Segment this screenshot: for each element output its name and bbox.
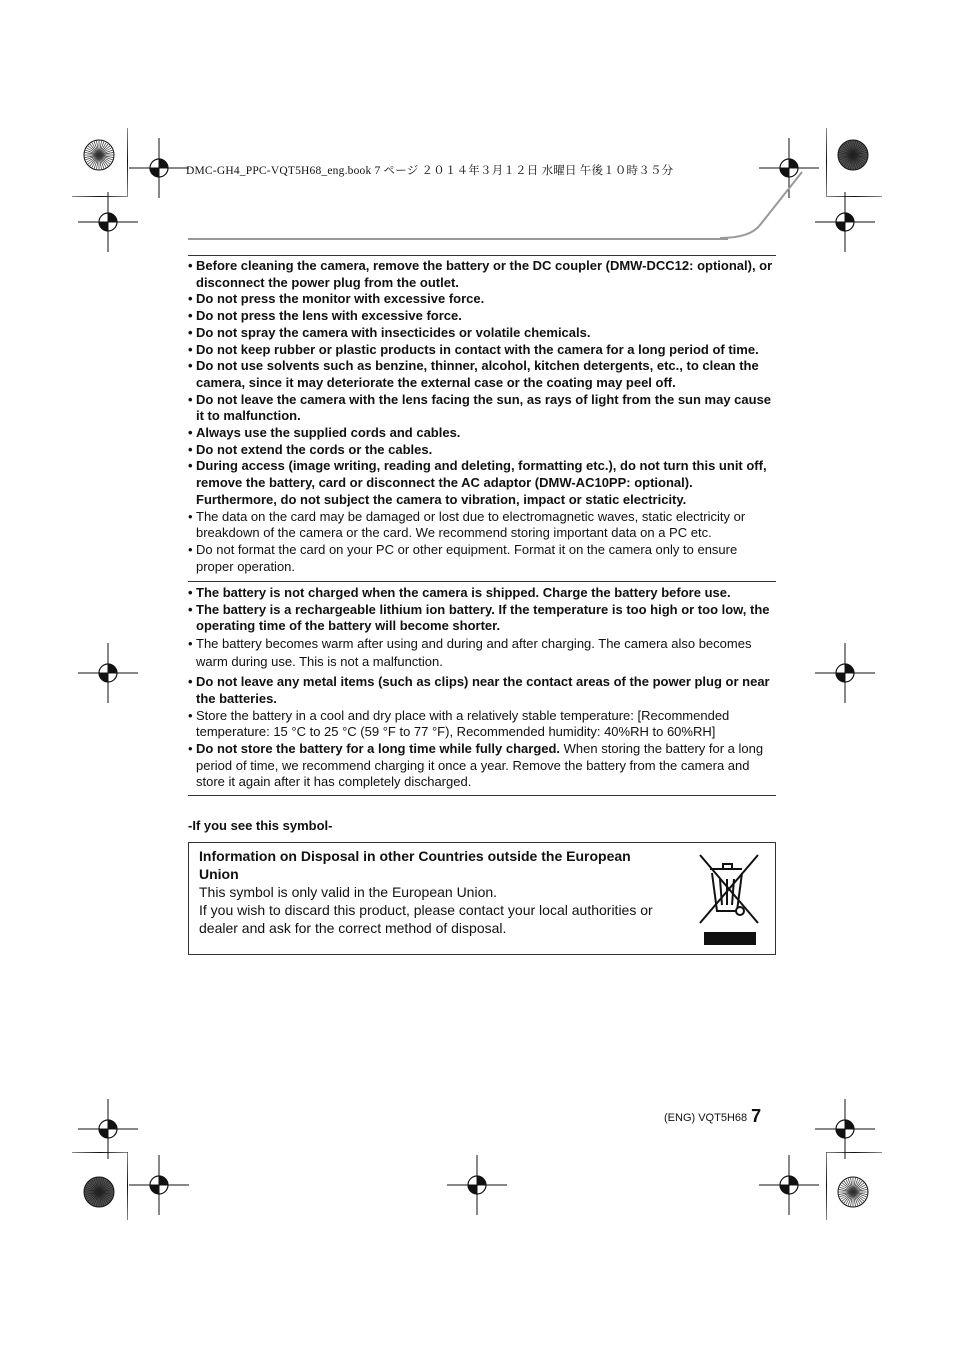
- crosshair-mark-icon: [129, 138, 189, 198]
- crop-line: [826, 1152, 827, 1220]
- crosshair-mark-icon: [78, 1099, 138, 1159]
- section-rule-bottom: [188, 795, 776, 796]
- battery-note: • The battery becomes warm after using and during and after charging. The camera also becomes warm during use. This is not a malfunction.: [188, 636, 752, 670]
- list-item: • Do not spray the camera with insecticides or volatile chemicals.: [188, 324, 591, 340]
- crosshair-mark-icon: [815, 643, 875, 703]
- battery-section: [188, 585, 776, 791]
- bold-bullet-list: [188, 258, 776, 509]
- symbol-heading: -If you see this symbol-: [188, 818, 333, 833]
- normal-bullet-list: [188, 509, 776, 576]
- battery-note: • Do not store the battery for a long time while fully charged. When storing the battery for a long period of time, we recommend charging it once a year. Remove the battery from the camera and store it again after it has completely discharged.: [188, 740, 764, 790]
- crop-line: [72, 196, 128, 197]
- list-item: • Always use the supplied cords and cables.: [188, 425, 461, 441]
- care-section: [188, 258, 776, 575]
- list-item: • Do not leave the camera with the lens facing the sun, as rays of light from the sun may cause it to malfunction.: [188, 391, 772, 424]
- file-header: DMC-GH4_PPC-VQT5H68_eng.book 7 ページ ２０１４年３月１２日 水曜日 午後１０時３５分: [186, 165, 674, 177]
- list-item: • Do not press the lens with excessive force.: [188, 308, 462, 324]
- battery-note: • Store the battery in a cool and dry place with a relatively stable temperature: [Recommended temperature: 15 °C to 25 °C (59 °F to 77 °F), Recommended humidity: 40%RH to 60%RH]: [188, 707, 730, 740]
- list-item: • Do not keep rubber or plastic products in contact with the camera for a long period of time.: [188, 341, 759, 357]
- crosshair-mark-icon: [759, 1155, 819, 1215]
- list-item: • Do not extend the cords or the cables.: [188, 441, 433, 457]
- crop-line: [127, 1152, 128, 1220]
- crop-line: [826, 128, 827, 196]
- crossed-bin-icon: [694, 851, 764, 947]
- list-item: • The data on the card may be damaged or lost due to electromagnetic waves, static electricity or breakdown of the camera or the card. We recommend storing important data on a PC etc.: [188, 508, 746, 541]
- header-curve: [720, 170, 810, 242]
- list-item: • Before cleaning the camera, remove the battery or the DC coupler (DMW-DCC12: optional), or disconnect the power plug from the outlet.: [188, 258, 773, 290]
- crosshair-mark-icon: [815, 1099, 875, 1159]
- sunburst-mark-icon: [836, 138, 870, 172]
- page-footer: [664, 1106, 761, 1127]
- crop-line: [826, 1152, 882, 1153]
- sunburst-mark-icon: [82, 1175, 116, 1209]
- crosshair-mark-icon: [815, 192, 875, 252]
- crosshair-mark-icon: [447, 1155, 507, 1215]
- list-item: • Do not format the card on your PC or other equipment. Format it on the camera only to ensure proper operation.: [188, 541, 738, 574]
- list-item: • Do not use solvents such as benzine, thinner, alcohol, kitchen detergents, etc., to clean the camera, since it may deteriorate the external case or the coating may peel off.: [188, 358, 759, 390]
- crop-line: [72, 1152, 128, 1153]
- list-item: • Do not press the monitor with excessive force.: [188, 291, 485, 307]
- sunburst-mark-icon: [82, 138, 116, 172]
- battery-bullet: • The battery is not charged when the camera is shipped. Charge the battery before use.: [188, 585, 731, 600]
- section-rule-middle: [188, 581, 776, 582]
- header-rule: [188, 238, 728, 240]
- battery-bullet: • The battery is a rechargeable lithium ion battery. If the temperature is too high or too low, the operating time of the battery will become shorter.: [188, 601, 770, 634]
- crosshair-mark-icon: [129, 1155, 189, 1215]
- battery-bullet: • Do not leave any metal items (such as clips) near the contact areas of the power plug or near the batteries.: [188, 674, 770, 706]
- list-item: • During access (image writing, reading and deleting, formatting etc.), do not turn this unit off, remove the battery, card or disconnect the AC adaptor (DMW-AC10PP: optional). Furthermore, do not subject the camera to vibration, impact or static electricity.: [188, 458, 767, 507]
- crop-line: [826, 196, 882, 197]
- section-rule-top: [188, 255, 776, 256]
- disposal-text: This symbol is only valid in the European Union. If you wish to discard this product, please contact your local authorities or dealer and ask for the correct method of disposal.: [199, 884, 653, 936]
- sunburst-mark-icon: [836, 1175, 870, 1209]
- crop-line: [127, 128, 128, 196]
- disposal-info-box: [188, 842, 776, 955]
- crosshair-mark-icon: [78, 192, 138, 252]
- page-number: 7: [751, 1106, 762, 1126]
- footer-code: (ENG) VQT5H68: [664, 1112, 748, 1124]
- disposal-title: Information on Disposal in other Countries outside the European Union: [199, 848, 631, 882]
- crosshair-mark-icon: [78, 643, 138, 703]
